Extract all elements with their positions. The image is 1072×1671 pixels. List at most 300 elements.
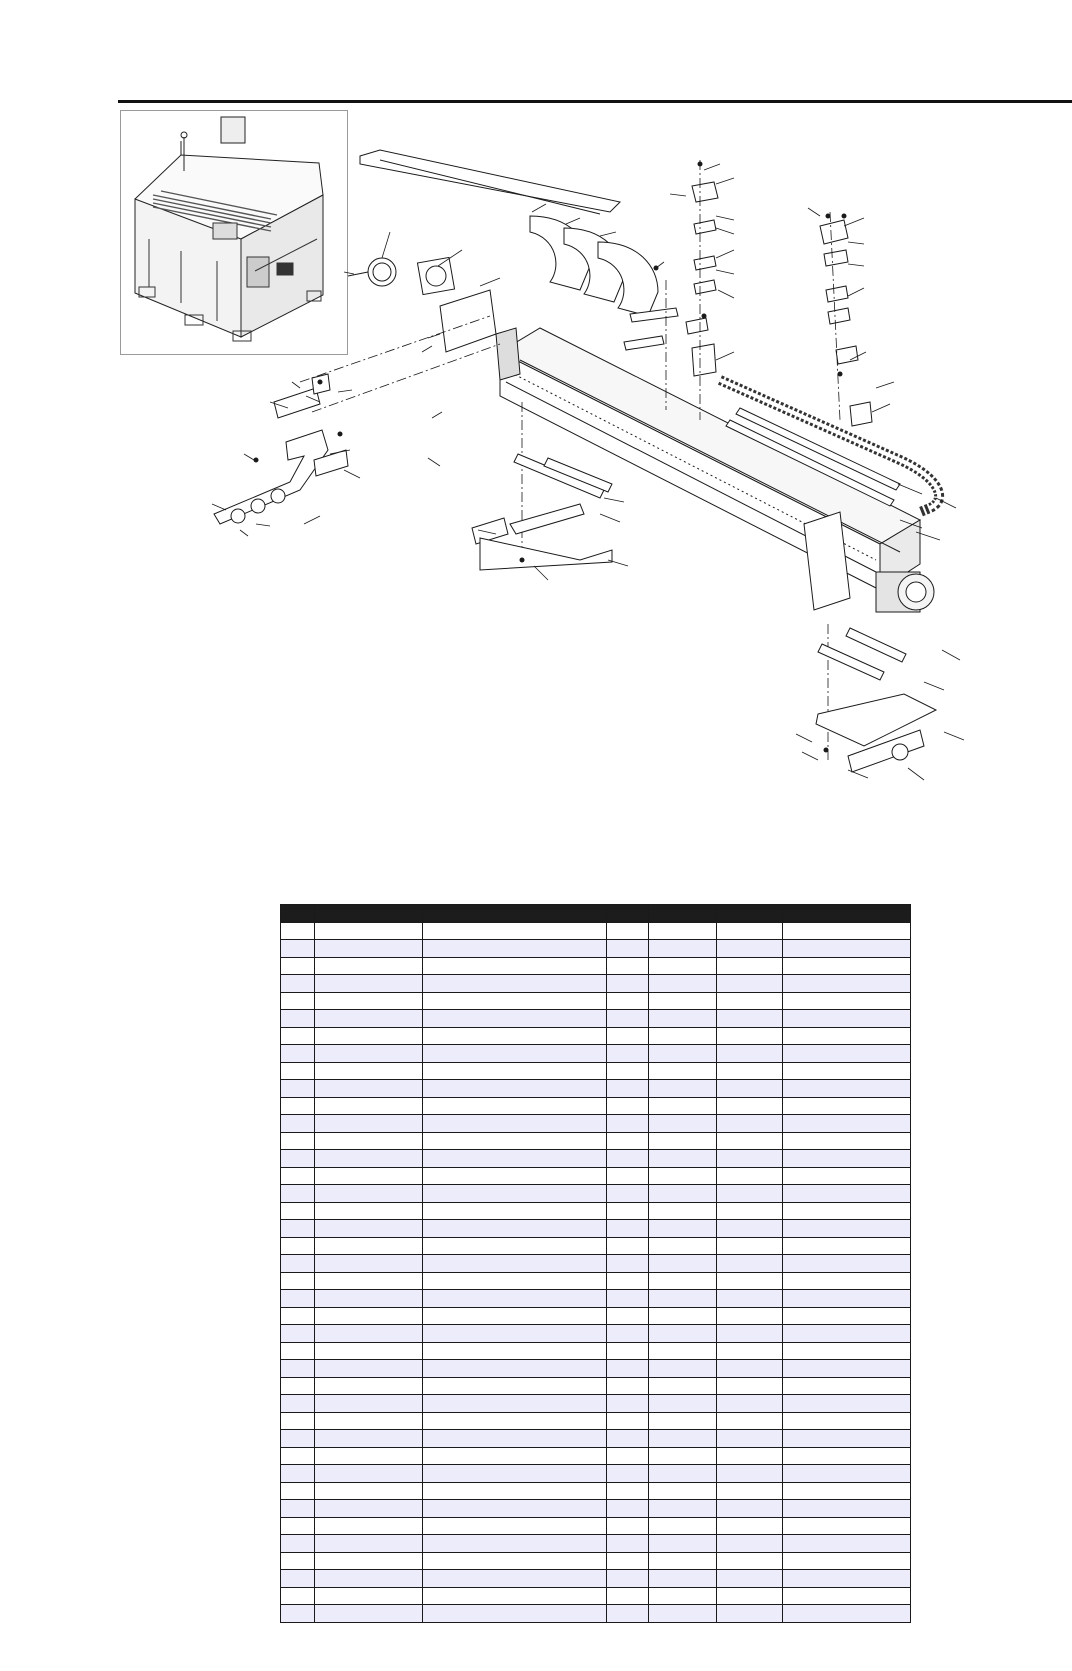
table-cell — [649, 1132, 717, 1150]
table-cell — [423, 1202, 607, 1220]
table-cell — [783, 1412, 911, 1430]
table-cell — [783, 1377, 911, 1395]
table-cell — [783, 1255, 911, 1273]
table-row — [281, 1570, 911, 1588]
table-cell — [607, 1482, 649, 1500]
table-cell — [607, 1272, 649, 1290]
table-cell — [783, 1010, 911, 1028]
table-cell — [315, 905, 423, 923]
table-cell — [783, 1202, 911, 1220]
table-cell — [281, 905, 315, 923]
table-cell — [649, 905, 717, 923]
table-cell — [281, 1377, 315, 1395]
table-cell — [423, 1307, 607, 1325]
table-cell — [315, 940, 423, 958]
table-cell — [717, 1605, 783, 1623]
table-row — [281, 1552, 911, 1570]
table-cell — [423, 1517, 607, 1535]
table-cell — [649, 922, 717, 940]
table-cell — [717, 1115, 783, 1133]
table-cell — [607, 1132, 649, 1150]
table-cell — [717, 1062, 783, 1080]
table-cell — [649, 1167, 717, 1185]
table-cell — [423, 992, 607, 1010]
table-row — [281, 1482, 911, 1500]
table-cell — [423, 1255, 607, 1273]
table-cell — [423, 1447, 607, 1465]
table-row — [281, 1412, 911, 1430]
table-cell — [281, 1482, 315, 1500]
table-cell — [607, 1570, 649, 1588]
table-cell — [649, 1255, 717, 1273]
table-cell — [649, 1500, 717, 1518]
table-cell — [783, 1062, 911, 1080]
table-row — [281, 922, 911, 940]
table-cell — [281, 1447, 315, 1465]
table-row — [281, 1272, 911, 1290]
table-cell — [281, 1010, 315, 1028]
table-cell — [315, 1255, 423, 1273]
table-cell — [607, 992, 649, 1010]
table-row — [281, 1237, 911, 1255]
table-cell — [607, 1027, 649, 1045]
table-cell — [649, 1412, 717, 1430]
table-cell — [423, 1325, 607, 1343]
table-row — [281, 957, 911, 975]
table-cell — [315, 1097, 423, 1115]
table-cell — [649, 1150, 717, 1168]
table-cell — [607, 1080, 649, 1098]
table-cell — [423, 1377, 607, 1395]
table-cell — [607, 1605, 649, 1623]
bracket-stack-b — [820, 220, 872, 426]
table-cell — [717, 1185, 783, 1203]
table-cell — [315, 1220, 423, 1238]
table-cell — [281, 1290, 315, 1308]
table-cell — [783, 1552, 911, 1570]
table-cell — [607, 1412, 649, 1430]
table-cell — [281, 1360, 315, 1378]
table-cell — [717, 905, 783, 923]
table-row — [281, 1202, 911, 1220]
table-cell — [423, 1115, 607, 1133]
table-row — [281, 1535, 911, 1553]
table-cell — [423, 1132, 607, 1150]
table-cell — [423, 1185, 607, 1203]
table-cell — [717, 1570, 783, 1588]
table-cell — [315, 1570, 423, 1588]
table-cell — [783, 1167, 911, 1185]
table-cell — [783, 905, 911, 923]
table-cell — [281, 1465, 315, 1483]
table-cell — [649, 1237, 717, 1255]
table-cell — [315, 992, 423, 1010]
table-cell — [717, 1272, 783, 1290]
table-cell — [423, 1150, 607, 1168]
table-cell — [315, 1395, 423, 1413]
table-cell — [717, 1220, 783, 1238]
table-cell — [315, 1010, 423, 1028]
table-cell — [281, 975, 315, 993]
table-cell — [315, 1272, 423, 1290]
table-cell — [315, 1360, 423, 1378]
table-cell — [607, 1587, 649, 1605]
table-cell — [783, 1220, 911, 1238]
table-row — [281, 1220, 911, 1238]
table-cell — [607, 1150, 649, 1168]
table-cell — [607, 1167, 649, 1185]
table-cell — [783, 1465, 911, 1483]
table-cell — [717, 1447, 783, 1465]
table-row — [281, 1500, 911, 1518]
table-row — [281, 1027, 911, 1045]
table-cell — [281, 1062, 315, 1080]
table-cell — [315, 1167, 423, 1185]
table-cell — [315, 1465, 423, 1483]
table-cell — [315, 1045, 423, 1063]
table-cell — [717, 1237, 783, 1255]
table-cell — [649, 1027, 717, 1045]
table-cell — [717, 1150, 783, 1168]
table-cell — [315, 1605, 423, 1623]
table-cell — [423, 975, 607, 993]
table-cell — [607, 1220, 649, 1238]
table-cell — [783, 1185, 911, 1203]
table-cell — [783, 1290, 911, 1308]
table-row — [281, 1255, 911, 1273]
table-cell — [649, 1605, 717, 1623]
table-cell — [607, 1097, 649, 1115]
table-cell — [607, 1517, 649, 1535]
table-cell — [717, 1465, 783, 1483]
table-row — [281, 1587, 911, 1605]
table-cell — [423, 1220, 607, 1238]
table-row — [281, 1115, 911, 1133]
table-cell — [607, 1290, 649, 1308]
table-cell — [649, 1220, 717, 1238]
front-plate-mount — [472, 454, 612, 570]
table-cell — [607, 922, 649, 940]
table-cell — [315, 1132, 423, 1150]
table-cell — [315, 1430, 423, 1448]
table-cell — [717, 1307, 783, 1325]
table-cell — [717, 1395, 783, 1413]
table-cell — [607, 1395, 649, 1413]
table-row — [281, 1377, 911, 1395]
table-row — [281, 1447, 911, 1465]
table-cell — [717, 1202, 783, 1220]
table-cell — [423, 1587, 607, 1605]
table-header-row — [281, 905, 911, 923]
table-cell — [649, 957, 717, 975]
table-cell — [281, 1220, 315, 1238]
table-cell — [281, 1430, 315, 1448]
table-cell — [783, 940, 911, 958]
table-cell — [315, 1325, 423, 1343]
table-cell — [281, 957, 315, 975]
exploded-assembly-drawing — [200, 120, 1072, 860]
table-cell — [717, 1342, 783, 1360]
table-cell — [717, 1325, 783, 1343]
table-cell — [717, 1500, 783, 1518]
table-cell — [607, 905, 649, 923]
table-cell — [607, 957, 649, 975]
table-cell — [315, 1482, 423, 1500]
table-row — [281, 1465, 911, 1483]
table-row — [281, 1307, 911, 1325]
table-cell — [281, 1552, 315, 1570]
table-cell — [607, 1360, 649, 1378]
table-cell — [649, 1080, 717, 1098]
table-cell — [281, 1027, 315, 1045]
table-row — [281, 1167, 911, 1185]
table-cell — [423, 1482, 607, 1500]
table-cell — [717, 1167, 783, 1185]
table-cell — [649, 1115, 717, 1133]
table-cell — [649, 1535, 717, 1553]
table-cell — [423, 1097, 607, 1115]
table-cell — [783, 1132, 911, 1150]
table-cell — [315, 1307, 423, 1325]
table-cell — [607, 1202, 649, 1220]
table-row — [281, 1517, 911, 1535]
table-cell — [315, 1115, 423, 1133]
table-cell — [717, 1377, 783, 1395]
table-row — [281, 975, 911, 993]
table-cell — [717, 1535, 783, 1553]
table-cell — [281, 1150, 315, 1168]
table-cell — [783, 957, 911, 975]
table-cell — [423, 1045, 607, 1063]
table-cell — [783, 922, 911, 940]
table-cell — [423, 1272, 607, 1290]
table-cell — [717, 1482, 783, 1500]
table-cell — [315, 1377, 423, 1395]
table-cell — [315, 1237, 423, 1255]
table-cell — [649, 1395, 717, 1413]
left-mount-bracket — [214, 374, 348, 524]
parts-list-table — [280, 904, 911, 1623]
table-cell — [281, 1412, 315, 1430]
rear-plate-mount — [816, 628, 936, 772]
table-cell — [717, 1290, 783, 1308]
table-row — [281, 1325, 911, 1343]
table-cell — [783, 975, 911, 993]
table-cell — [649, 1307, 717, 1325]
table-row — [281, 1605, 911, 1623]
table-cell — [423, 1430, 607, 1448]
table-cell — [783, 1150, 911, 1168]
table-cell — [649, 1062, 717, 1080]
table-row — [281, 1150, 911, 1168]
table-cell — [281, 1185, 315, 1203]
table-cell — [649, 1587, 717, 1605]
table-cell — [315, 922, 423, 940]
table-cell — [717, 1360, 783, 1378]
table-cell — [717, 940, 783, 958]
table-row — [281, 1395, 911, 1413]
table-cell — [717, 1132, 783, 1150]
table-cell — [423, 1570, 607, 1588]
table-cell — [649, 975, 717, 993]
table-cell — [717, 1097, 783, 1115]
table-cell — [315, 1062, 423, 1080]
table-cell — [607, 940, 649, 958]
table-cell — [649, 1482, 717, 1500]
table-cell — [783, 1097, 911, 1115]
table-cell — [783, 1027, 911, 1045]
table-cell — [315, 1447, 423, 1465]
table-cell — [649, 1010, 717, 1028]
table-cell — [315, 1517, 423, 1535]
table-cell — [315, 1027, 423, 1045]
exploded-assembly-view — [200, 120, 1072, 860]
table-cell — [423, 1167, 607, 1185]
table-cell — [649, 992, 717, 1010]
table-row — [281, 1185, 911, 1203]
table-cell — [315, 1412, 423, 1430]
table-row — [281, 940, 911, 958]
table-cell — [607, 1552, 649, 1570]
table-cell — [607, 1430, 649, 1448]
table-cell — [423, 1062, 607, 1080]
table-cell — [783, 1272, 911, 1290]
table-cell — [607, 1377, 649, 1395]
table-cell — [783, 1080, 911, 1098]
table-cell — [717, 1552, 783, 1570]
table-cell — [783, 1535, 911, 1553]
table-cell — [281, 1587, 315, 1605]
table-cell — [649, 1097, 717, 1115]
table-cell — [783, 1307, 911, 1325]
table-cell — [717, 1412, 783, 1430]
table-cell — [281, 1202, 315, 1220]
table-cell — [315, 1080, 423, 1098]
table-cell — [783, 1482, 911, 1500]
table-cell — [281, 940, 315, 958]
table-cell — [783, 1430, 911, 1448]
table-cell — [423, 1342, 607, 1360]
table-cell — [281, 922, 315, 940]
table-cell — [649, 1570, 717, 1588]
table-cell — [281, 1167, 315, 1185]
table-cell — [649, 1342, 717, 1360]
table-cell — [315, 975, 423, 993]
table-cell — [717, 957, 783, 975]
table-cell — [649, 1377, 717, 1395]
table-cell — [649, 940, 717, 958]
table-cell — [717, 992, 783, 1010]
table-cell — [607, 1045, 649, 1063]
table-cell — [281, 1080, 315, 1098]
table-cell — [649, 1517, 717, 1535]
table-cell — [281, 1517, 315, 1535]
table-cell — [783, 1395, 911, 1413]
table-cell — [783, 1517, 911, 1535]
table-row — [281, 1010, 911, 1028]
table-cell — [315, 1150, 423, 1168]
table-cell — [423, 1027, 607, 1045]
table-cell — [607, 1325, 649, 1343]
table-cell — [649, 1552, 717, 1570]
table-cell — [717, 1255, 783, 1273]
table-cell — [607, 1185, 649, 1203]
table-cell — [423, 940, 607, 958]
table-row — [281, 1342, 911, 1360]
table-cell — [783, 1500, 911, 1518]
fan-assembly — [348, 257, 496, 352]
table-cell — [607, 1447, 649, 1465]
table-cell — [717, 1587, 783, 1605]
table-cell — [423, 957, 607, 975]
table-cell — [717, 1010, 783, 1028]
table-cell — [649, 1430, 717, 1448]
table-cell — [315, 1500, 423, 1518]
table-cell — [607, 1465, 649, 1483]
table-cell — [281, 1325, 315, 1343]
table-cell — [607, 975, 649, 993]
table-cell — [423, 1412, 607, 1430]
table-cell — [783, 1587, 911, 1605]
table-cell — [315, 1342, 423, 1360]
table-cell — [315, 1290, 423, 1308]
table-cell — [281, 1307, 315, 1325]
table-cell — [717, 1517, 783, 1535]
table-row — [281, 1430, 911, 1448]
table-cell — [649, 1465, 717, 1483]
table-cell — [281, 1045, 315, 1063]
table-cell — [423, 1535, 607, 1553]
table-cell — [281, 1237, 315, 1255]
table-cell — [649, 1202, 717, 1220]
table-row — [281, 1290, 911, 1308]
table-cell — [783, 1045, 911, 1063]
table-cell — [649, 1272, 717, 1290]
table-cell — [281, 1115, 315, 1133]
table-cell — [281, 1255, 315, 1273]
table-cell — [423, 1395, 607, 1413]
table-cell — [783, 1605, 911, 1623]
table-cell — [649, 1325, 717, 1343]
table-row — [281, 1045, 911, 1063]
table-cell — [607, 1010, 649, 1028]
table-cell — [281, 1535, 315, 1553]
table-cell — [717, 922, 783, 940]
table-cell — [783, 1325, 911, 1343]
table-cell — [783, 1360, 911, 1378]
table-cell — [281, 1570, 315, 1588]
table-cell — [315, 1185, 423, 1203]
table-cell — [783, 1237, 911, 1255]
table-cell — [281, 1272, 315, 1290]
table-cell — [281, 1097, 315, 1115]
table-cell — [717, 1430, 783, 1448]
header-rule — [118, 100, 1072, 103]
table-cell — [423, 1465, 607, 1483]
table-cell — [423, 1010, 607, 1028]
table-cell — [423, 1290, 607, 1308]
top-cover-bar — [360, 150, 620, 214]
table-cell — [281, 992, 315, 1010]
table-cell — [717, 1045, 783, 1063]
table-cell — [423, 1605, 607, 1623]
table-row — [281, 1080, 911, 1098]
table-cell — [783, 1570, 911, 1588]
table-cell — [281, 1500, 315, 1518]
table-cell — [649, 1045, 717, 1063]
table-cell — [649, 1360, 717, 1378]
table-cell — [423, 1237, 607, 1255]
